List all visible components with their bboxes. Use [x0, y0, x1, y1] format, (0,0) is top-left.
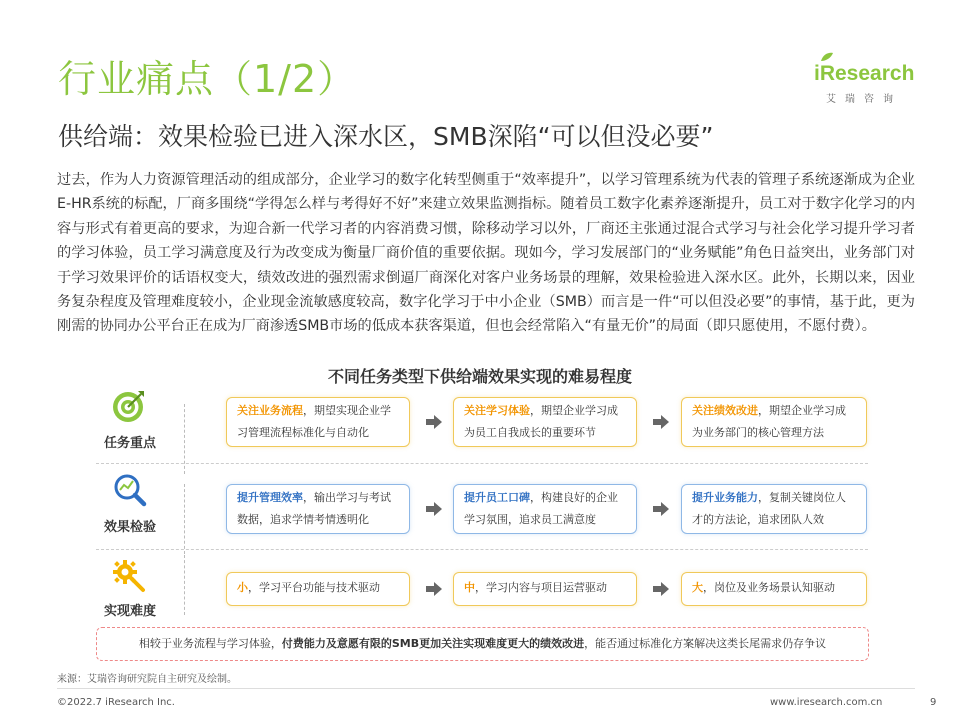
row-label-evaluation: 效果检验 — [104, 520, 157, 535]
note-text: 相较于业务流程与学习体验， — [138, 637, 282, 650]
box-highlight: 提升业务能力 — [692, 491, 758, 504]
box-difficulty-large — [681, 572, 867, 606]
target-icon — [111, 388, 147, 424]
body-paragraph: 过去，作为人力资源管理活动的组成部分，企业学习的数字化转型侧重于“效率提升”，以学习管理系统为代表的管理子系统逐渐成为企业E-HR系统的标配，厂商多围绕“学得怎么样与考得好不好”来建立效果监测指标。随着员工数字化素养逐渐提升，员工对于数字化学习的内容与形式有着更高的要求，为迎合新一代学习者的内容消费习惯，除移动学习以外，厂商还主张通过混合式学习与社会化学习提升学习者的学习体验，员工学习满意度及行为改变成为衡量厂商价值的重要依据。现如今，学习发展部门的“业务赋能”角色日益突出，业务部门对于学习效果评价的话语权变大，绩效改进的强烈需求倒逼厂商深化对客户业务场景的理解，效果检验进入深水区。此外，长期以来，因业务复杂程度及管理难度较小，企业现金流敏感度较高，数字化学习于中小企业（SMB）而言是一件“可以但没必要”的事情，基于此，更为刚需的协同办公平台正在成为厂商渗透SMB市场的低成本获客渠道，但也会经常陷入“有量无价”的局面（即只愿使用，不愿付费）。 — [57, 172, 916, 335]
box-highlight: 中 — [464, 581, 475, 594]
box-evaluation-reputation — [453, 484, 637, 534]
arrow-right-icon — [426, 415, 442, 429]
box-focus-performance — [681, 397, 867, 447]
box-text: ，输出学习与考试数据，追求学情考情透明化 — [237, 491, 391, 526]
box-highlight: 关注学习体验 — [464, 404, 530, 417]
logo-wordmark: iResearch — [814, 62, 915, 85]
box-text: ，学习平台功能与技术驱动 — [248, 581, 380, 594]
row-label-focus: 任务重点 — [104, 436, 157, 451]
source-note: 来源：艾瑞咨询研究院自主研究及绘制。 — [57, 674, 237, 685]
page-title: 行业痛点（1/2） — [58, 57, 357, 101]
website-link[interactable]: www.iresearch.com.cn — [770, 697, 883, 708]
box-text: ，期望企业学习成为员工自我成长的重要环节 — [464, 404, 618, 439]
box-highlight: 关注业务流程 — [237, 404, 303, 417]
box-highlight: 小 — [237, 581, 248, 594]
note-emphasis: 付费能力及意愿有限的SMB更加关注实现难度更大的绩效改进 — [281, 637, 585, 650]
box-text: ，复制关键岗位人才的方法论，追求团队人效 — [692, 491, 846, 526]
page-number: 9 — [930, 697, 937, 708]
row-divider — [184, 484, 185, 554]
gear-wrench-icon — [111, 558, 147, 594]
row-separator — [96, 463, 868, 464]
iresearch-logo — [808, 50, 918, 110]
box-highlight: 提升管理效率 — [237, 491, 303, 504]
box-focus-experience — [453, 397, 637, 447]
arrow-right-icon — [653, 502, 669, 516]
box-text: ，期望实现企业学习管理流程标准化与自动化 — [237, 404, 391, 439]
conclusion-note — [96, 627, 869, 661]
box-text: ，岗位及业务场景认知驱动 — [703, 581, 835, 594]
row-divider — [184, 555, 185, 615]
box-focus-process — [226, 397, 410, 447]
box-difficulty-medium — [453, 572, 637, 606]
arrow-right-icon — [426, 502, 442, 516]
box-text: ，构建良好的企业学习氛围，追求员工满意度 — [464, 491, 618, 526]
diagram-title: 不同任务类型下供给端效果实现的难易程度 — [327, 367, 632, 386]
box-highlight: 大 — [692, 581, 703, 594]
row-separator — [96, 549, 868, 550]
note-text: ，能否通过标准化方案解决这类长尾需求仍存争议 — [584, 637, 827, 650]
leaf-icon — [820, 52, 834, 62]
box-difficulty-small — [226, 572, 410, 606]
box-evaluation-efficiency — [226, 484, 410, 534]
arrow-right-icon — [653, 415, 669, 429]
box-evaluation-capability — [681, 484, 867, 534]
logo-subtitle: 艾瑞咨询 — [826, 94, 902, 105]
box-highlight: 提升员工口碑 — [464, 491, 530, 504]
box-text: ，期望企业学习成为业务部门的核心管理方法 — [692, 404, 846, 439]
box-text: ，学习内容与项目运营驱动 — [475, 581, 607, 594]
arrow-right-icon — [653, 582, 669, 596]
arrow-right-icon — [426, 582, 442, 596]
row-label-difficulty: 实现难度 — [104, 604, 157, 619]
footer-divider — [57, 688, 915, 689]
magnifier-chart-icon — [111, 472, 147, 508]
copyright: ©2022.7 iResearch Inc. — [57, 697, 175, 708]
page-subtitle: 供给端：效果检验已进入深水区，SMB深陷“可以但没必要” — [58, 122, 714, 151]
box-highlight: 关注绩效改进 — [692, 404, 758, 417]
